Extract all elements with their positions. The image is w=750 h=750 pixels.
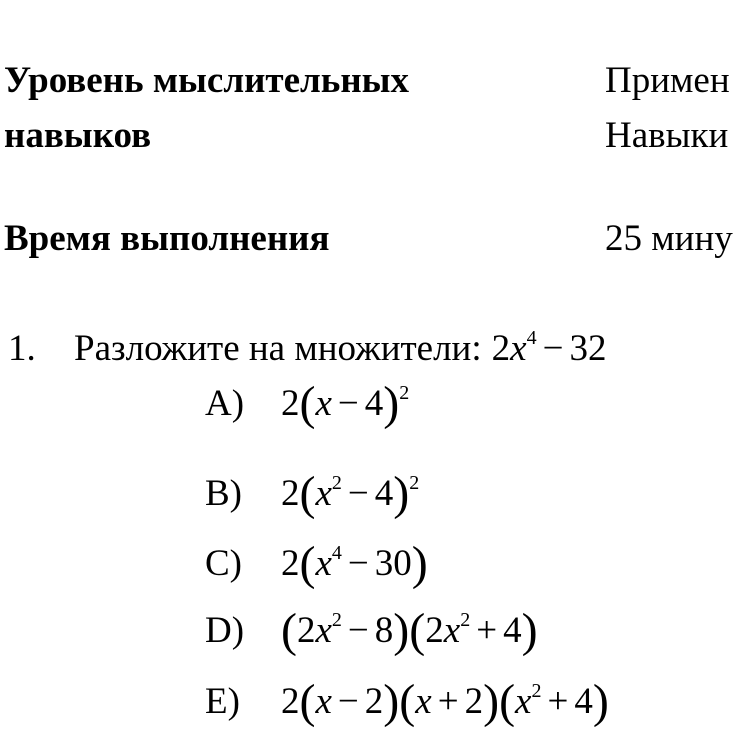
question-expression: $2x^4 - 32$ [491,327,607,369]
question-prompt: Разложите на множители: [74,328,482,369]
option-d [205,605,538,657]
option-expression: $2(x^2 - 4)^2$ [281,467,420,520]
option-letter: E) [205,681,240,722]
option-expression: $2(x - 2)(x + 2)(x^2 + 4)$ [281,675,609,728]
option-e [205,676,609,728]
option-letter: D) [205,610,245,651]
option-expression: $(2x^2 - 8)(2x^2 + 4)$ [281,604,538,657]
option-letter: B) [205,473,242,514]
option-b [205,468,419,520]
option-expression: $2(x^4 - 30)$ [281,537,428,590]
option-expression: $2(x - 4)^2$ [281,377,410,430]
time-label: Время выполнения [4,218,330,259]
question-number: 1. [8,328,36,369]
question-prompt-line [74,323,606,375]
skill-level-value-continued: Навыки [605,115,729,156]
option-a [205,378,409,430]
time-value: 25 мину [605,218,733,259]
option-letter: C) [205,543,242,584]
skill-level-value: Примен [605,60,730,101]
option-letter: A) [205,383,245,424]
option-c [205,538,428,590]
skill-level-label-continued: навыков [4,115,152,156]
skill-level-label: Уровень мыслительных [4,60,410,101]
